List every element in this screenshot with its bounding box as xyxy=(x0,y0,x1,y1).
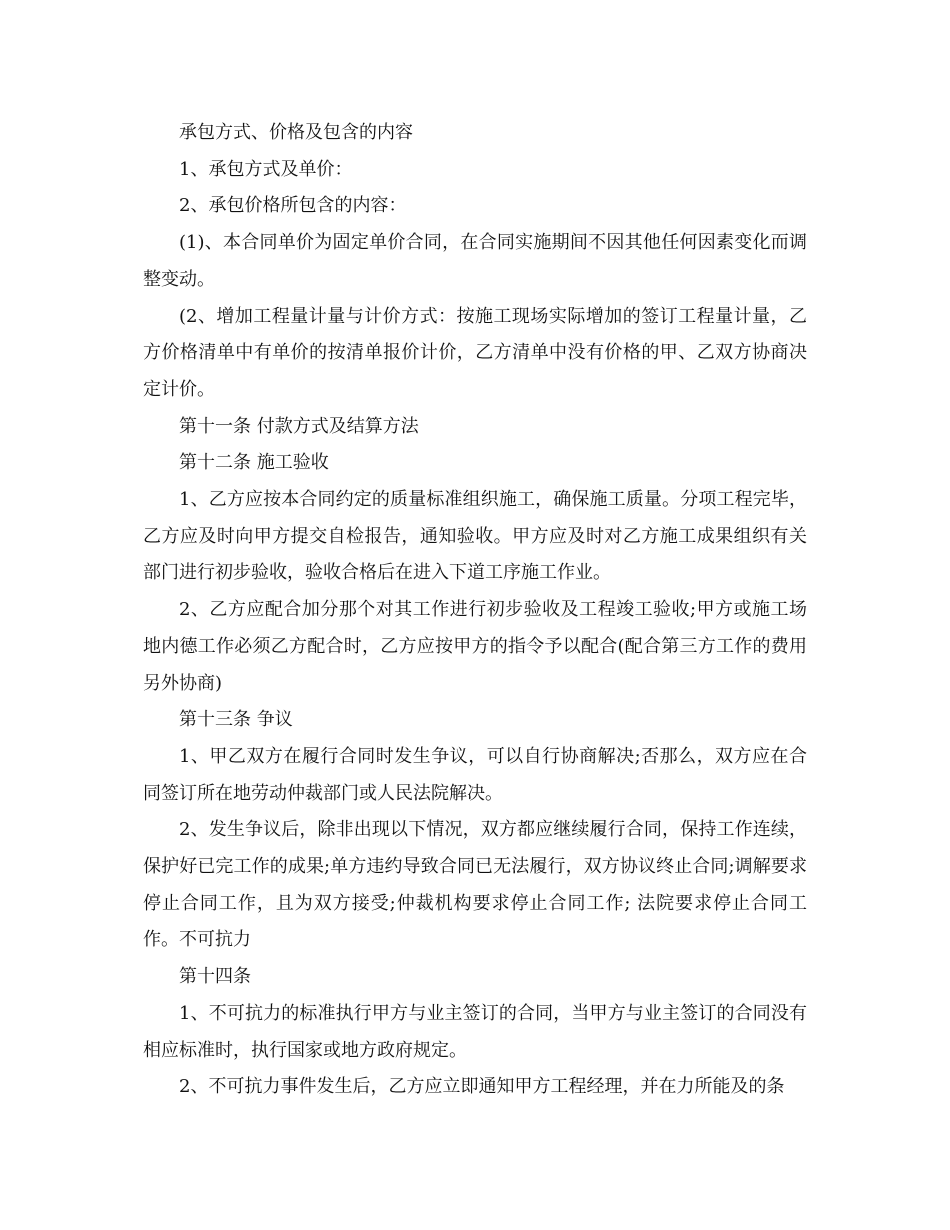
clause-paragraph: 2、发生争议后，除非出现以下情况，双方都应继续履行合同，保持工作连续，保护好已完工作的成果;单方违约导致合同已无法履行，双方协议终止合同;调解要求停止合同工作，且为双方接受;仲裁机构要求停止合同工作; 法院要求停止合同工作。不可抗力 xyxy=(143,819,807,951)
article-heading-14: 第十四条 xyxy=(179,966,251,988)
clause-paragraph: 2、承包价格所包含的内容： xyxy=(179,195,407,217)
clause-paragraph: 1、不可抗力的标准执行甲方与业主签订的合同，当甲方与业主签订的合同没有相应标准时，执行国家或地方政府规定。 xyxy=(143,1002,807,1061)
clause-paragraph: 2、乙方应配合加分那个对其工作进行初步验收及工程竣工验收;甲方或施工场地内德工作必须乙方配合时，乙方应按甲方的指令予以配合(配合第三方工作的费用另外协商) xyxy=(143,599,807,694)
clause-paragraph: 1、甲乙双方在履行合同时发生争议，可以自行协商解决;否那么，双方应在合同签订所在地劳动仲裁部门或人民法院解决。 xyxy=(143,745,807,804)
clause-paragraph: 1、乙方应按本合同约定的质量标准组织施工，确保施工质量。分项工程完毕，乙方应及时向甲方提交自检报告，通知验收。甲方应及时对乙方施工成果组织有关部门进行初步验收，验收合格后在进入下道工序施工作业。 xyxy=(143,489,807,584)
clause-paragraph: (2、增加工程量计量与计价方式：按施工现场实际增加的签订工程量计量，乙方价格清单中有单价的按清单报价计价，乙方清单中没有价格的甲、乙双方协商决定计价。 xyxy=(143,305,807,400)
article-heading-12: 第十二条 施工验收 xyxy=(179,452,329,474)
article-heading-11: 第十一条 付款方式及结算方法 xyxy=(179,415,419,437)
section-heading-contract-method: 承包方式、价格及包含的内容 xyxy=(179,122,413,143)
clause-paragraph: 1、承包方式及单价： xyxy=(179,158,353,180)
article-heading-13: 第十三条 争议 xyxy=(179,709,293,731)
document-body xyxy=(143,115,807,1106)
clause-paragraph: 2、不可抗力事件发生后，乙方应立即通知甲方工程经理，并在力所能及的条 xyxy=(179,1076,785,1098)
clause-paragraph: (1)、本合同单价为固定单价合同，在合同实施期间不因其他任何因素变化而调整变动。 xyxy=(143,232,807,290)
